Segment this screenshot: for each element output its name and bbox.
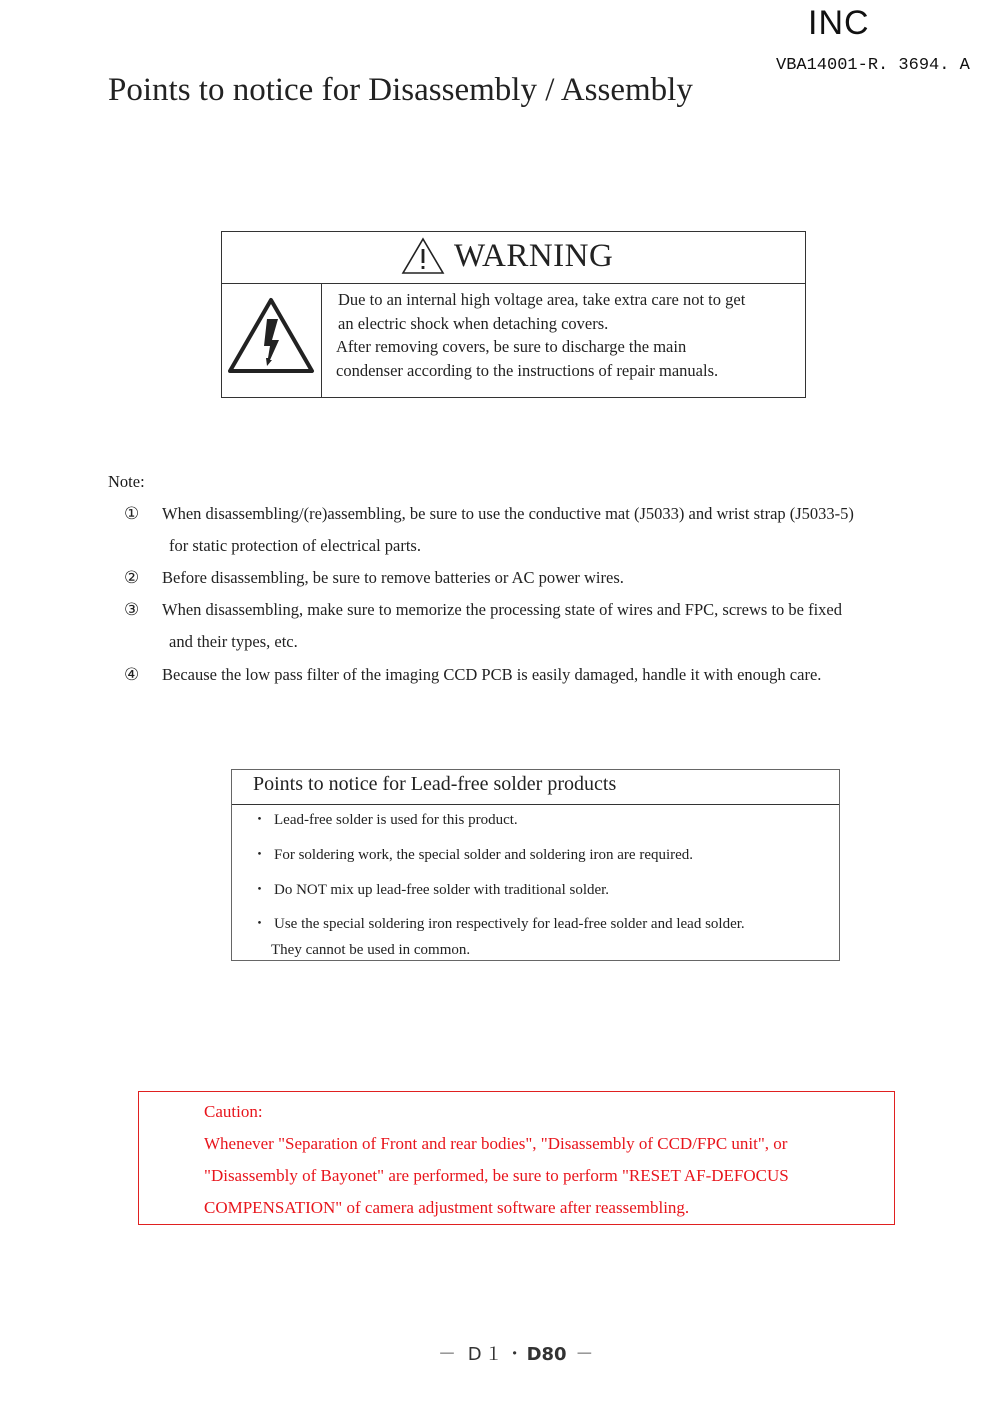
- page-title: Points to notice for Disassembly / Assembly: [108, 72, 693, 108]
- note-number: ②: [124, 568, 140, 588]
- note-label: Note:: [108, 472, 145, 491]
- lead-free-item: ・ Do NOT mix up lead-free solder with traditional solder.: [252, 878, 609, 899]
- bullet: ・: [252, 847, 268, 863]
- bullet: ・: [252, 812, 268, 828]
- bullet: ・: [252, 882, 268, 898]
- caution-label: Caution:: [204, 1102, 263, 1121]
- warning-text: [338, 288, 798, 382]
- lead-free-box: [231, 769, 840, 961]
- lead-free-header: [232, 770, 839, 805]
- note-text: When disassembling/(re)assembling, be sure to use the conductive mat (J5033) and wrist strap (J5033-5): [162, 504, 854, 523]
- lead-free-item-continued: They cannot be used in common.: [271, 942, 471, 958]
- lead-free-item: ・ Lead-free solder is used for this product.: [252, 808, 518, 829]
- warning-icon-cell: [222, 284, 322, 397]
- warning-line: Due to an internal high voltage area, take extra care not to get: [338, 290, 746, 309]
- lead-free-item: ・ Use the special soldering iron respectively for lead-free solder and lead solder.: [252, 912, 745, 933]
- warning-header: [222, 232, 805, 284]
- warning-line: After removing covers, be sure to discharge the main: [336, 337, 687, 356]
- caution-line: Whenever "Separation of Front and rear bodies", "Disassembly of CCD/FPC unit", or: [204, 1134, 788, 1153]
- lead-free-title: Points to notice for Lead-free solder products: [253, 773, 617, 795]
- warning-line: condenser according to the instructions of repair manuals.: [336, 360, 719, 380]
- note-text: When disassembling, make sure to memorize the processing state of wires and FPC, screws to be fixed: [162, 600, 843, 619]
- warning-heading: WARNING: [454, 237, 614, 274]
- note-text: Because the low pass filter of the imaging CCD PCB is easily damaged, handle it with enough care.: [162, 665, 822, 684]
- model-name: D80: [526, 1344, 567, 1365]
- caution-line: "Disassembly of Bayonet" are performed, be sure to perform "RESET AF-DEFOCUS: [204, 1166, 789, 1185]
- caution-text: [204, 1096, 884, 1224]
- high-voltage-icon: [226, 296, 316, 376]
- note-text-continued: and their types, etc.: [169, 632, 298, 651]
- document-id: VBA14001-R. 3694. A: [776, 56, 970, 75]
- caution-box: [138, 1091, 895, 1225]
- caution-line: COMPENSATION" of camera adjustment software after reassembling.: [204, 1198, 690, 1217]
- warning-box: [221, 231, 806, 398]
- bullet: ・: [252, 916, 268, 932]
- note-text: Before disassembling, be sure to remove batteries or AC power wires.: [162, 568, 624, 587]
- lead-free-item: ・ For soldering work, the special solder and soldering iron are required.: [252, 843, 693, 864]
- page-footer-suffix: －: [566, 1344, 597, 1365]
- warning-line: an electric shock when detaching covers.: [338, 313, 609, 333]
- company-name: INC: [808, 4, 870, 42]
- note-number: ①: [124, 504, 140, 524]
- note-text-continued: for static protection of electrical parts.: [169, 536, 421, 555]
- page-number: － D１・: [438, 1344, 527, 1365]
- note-number: ③: [124, 600, 140, 620]
- note-number: ④: [124, 665, 140, 685]
- warning-triangle-icon: [400, 236, 446, 276]
- page-footer: [438, 1340, 596, 1366]
